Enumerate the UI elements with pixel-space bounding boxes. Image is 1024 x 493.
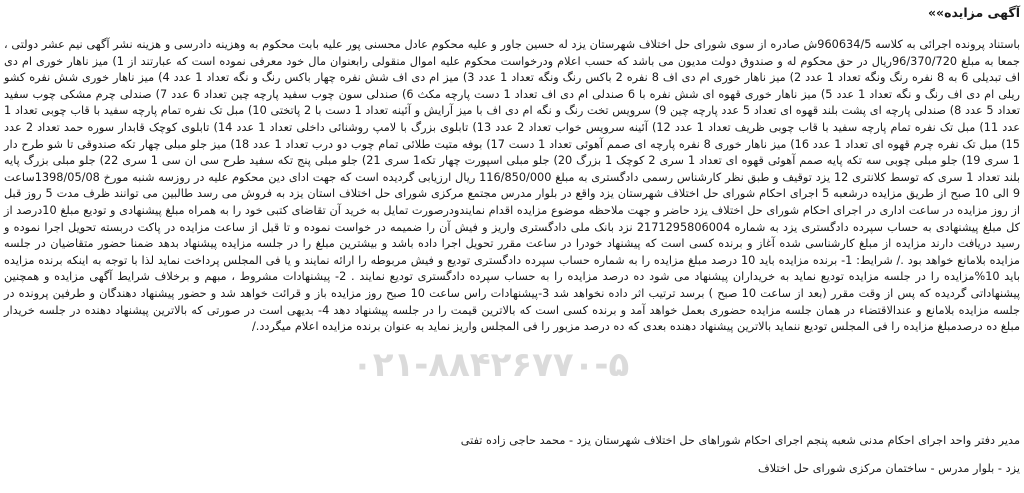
notice-body: باستناد پرونده اجرائی به کلاسه 960634/5ش صادره از سوی شورای حل اختلاف شهرستان یزد له حسین جاور و علیه محکوم عادل محسنی پور علیه بابت محکوم به وهزینه دادرسی و هزینه نشر آگهی نیم عشر دولتی ، جمعا به مبلغ 96/370/720ریال در حق محکوم له و صندوق دولت مدیون می باشد که حسب اعلام ودرخواست محکوم علیه اموال منقولی رابعنوان مال خود معرفی نموده است که عبارتند از 1) میز ناهار خوری ام دی اف تبدیلی 6 به 8 نفره رنگ ونگه تعداد 1 عدد 2) میز ناهار خوری ام دی اف 8 نفره 2 باکس رنگ ونگه تعداد 1 عدد 3) میز ام دی اف شش نفره چهار باکس رنگ و نگه تعداد 1 عدد 4) میز ناهار خوری شش نفره کشو ریلی ام دی اف رنگ و نگه تعداد 1 عدد 5) میز ناهار خوری قهوه ای شش نفره با 6 صندلی ام دی اف تعداد 1 دست پارچه مکث 6) صندلی سون چوب سفید پارچه چین تعداد 6 عدد 7) صندلی چرم مشکی چوب سفید تعداد 5 عدد 8) صندلی پارچه ای پشت بلند قهوه ای تعداد 5 عدد پارچه چین 9) سرویس تخت رنگ و نگه ام دی اف با میز آرایش و آئینه تعداد 1 دست با 2 پاتختی 10) مبل تک نفره تمام پارچه سفید با قاب چوبی تعداد 1 عدد 11) مبل تک نفره تمام پارچه سفید با قاب چوبی ظریف تعداد 1 عدد 12) آئینه سرویس خواب تعداد 2 عدد 13) تابلوی بزرگ با لامپ روشنائی داخلی تعداد 1 عدد 14) تابلوی کوچک قابدار سوره حمد تعداد 2 عدد 15) مبل تک نفره چرم قهوه ای تعداد 1 عدد 16) میز ناهار خوری 8 نفره پارچه ای صمم آهوئی تعداد 1 دست 17) بوفه متیت طلائی تمام چوب دو درب تعداد 1 عدد 18) میز جلو مبلی چهار تکه صندوقی تا شو طرح دار 1 سری 19) جلو مبلی چوبی سه تکه پایه صمم آهوئی قهوه ای تعداد 1 سری 2 کوچک 1 بزرگ 20) جلو مبلی اسپورت چهار تکه1 سری 21) جلو مبلی پنج تکه سفید طرح سی ان سی 1 سری 22) جلو مبلی بزرگ پایه بلند تعداد 1 سری که توسط کلانتری 12 یزد توقیف و طبق نظر کارشناس رسمی دادگستری به مبلغ 116/850/000 ریال ارزیابی گردیده است که جهت ادای دین محکوم علیه در روزسه شنبه مورخ 1398/05/08ساعت 9 الی 10 صبح از طریق مزایده درشعبه 5 اجرای احکام شورای حل اختلاف شهرستان یزد واقع در بلوار مدرس مجتمع مرکزی شورای حل اختلاف استان یزد به فروش می رسد طالبین می توانند ظرف مدت 5 روز قبل از روز مزایده در ساعت اداری در اجرای احکام شورای حل اختلاف یزد حاضر و جهت ملاحظه موضوع مزایده اقدام نمایندودرصورت تمایل به خرید آن تقاضای کتبی خود را به همراه مبلغ پیشنهادی و تودیع مبلغ 10درصد از کل مبلغ پیشنهادی به حساب سپرده دادگستری یزد به شماره 2171295806004 نزد بانک ملی دادگستری واریز و فیش آن را ضمیمه در خواست نموده و تا قبل از ساعت مزایده در پاکت دربسته تحویل اجرا نموده و رسید دریافت دارند مزایده از مبلغ کارشناسی شده آغاز و برنده کسی است که پیشنهاد خودرا در ساعت مقرر تحویل اجرا داده باشد و بیشترین مبلغ را در جلسه مزایده پیشنهاد بدهد ضمنا حضور متقاضیان در جلسه مزایده بلامانع خواهد بود ./ شرایط: 1- برنده مزایده باید 10 درصد مبلغ مزایده را به شماره حساب سپرده دادگستری تودیع و فیش مربوطه را ارائه نمایند و یا فی المجلس پرداخت نماید لذا با توجه به اینکه برنده مزایده باید 10%مزایده را در جلسه مزایده تودیع نماید به خریداران پیشنهاد می شود ده درصد مزایده را به حساب سپرده دادگستری تودیع نمایند . 2- پیشنهادات مشروط ، مبهم و برخلاف شرایط آگهی مزایده و همچنین پیشنهاداتی گردیده که پس از وقت مقرر (بعد از ساعت 10 صبح ) برسد ترتیب اثر داده نخواهد شد 3-پیشنهادات راس ساعت 10 صبح روز مزایده باز و قرائت خواهد شد و حضور پیشنهاد دهندگان و طرفین پرونده در جلسه مزایده بلامانع و عندالاقتضاء در همان جلسه مزایده حضوری بعمل خواهد آمد و برنده کسی است که بالاترین قیمت را در جلسه پیشنهاد دهد 4- بدیهی است در صورتی که بالاترین پیشنهاد دهنده در جلسه خریدار مبلغ ده درصدمبلغ مزایده را فی المجلس تودیع ننماید بالاترین پیشنهاد دهنده بعدی که ده درصد مزبور را فی المجلس واریز نماید به عنوان برنده مزایده اعلام میگردد./ bbox=[4, 38, 1021, 334]
notice-signature: مدیر دفتر واحد اجرای احکام مدنی شعبه پنجم اجرای احکام شوراهای حل اختلاف شهرستان یزد - محمد حاجی زاده تفتی bbox=[460, 434, 1020, 447]
notice-address: یزد - بلوار مدرس - ساختمان مرکزی شورای حل اختلاف bbox=[758, 462, 1020, 475]
phone-watermark: ۰۲۱-۸۸۴۲۶۷۷۰-۵ bbox=[352, 345, 630, 385]
notice-title: آگهی مزایده»» bbox=[927, 5, 1020, 20]
